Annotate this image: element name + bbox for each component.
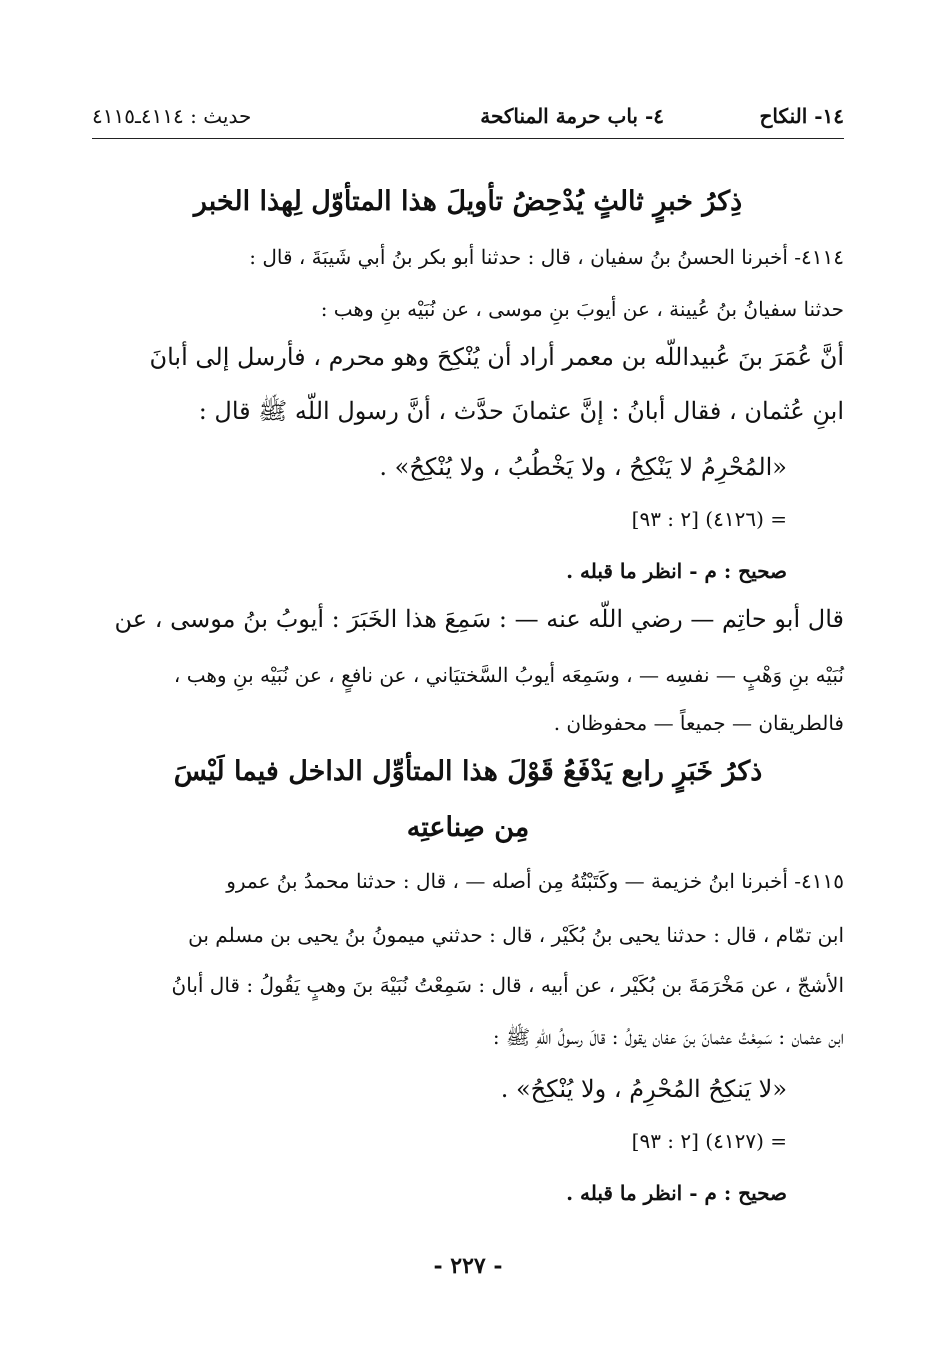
page-number: - ٢٢٧ - [433, 1253, 503, 1279]
hadith-4114-isnad-line-1: ٤١١٤- أخبرنا الحسنُ بنُ سفيان ، قال : حدثنا أبو بكر بنُ أبي شَيبَةَ ، قال : [249, 245, 844, 269]
header-divider [92, 138, 844, 139]
header-hadith-range: حديث : ٤١١٤ـ٤١١٥ [92, 104, 252, 128]
section-title-2-line-2: مِن صِناعتِه [406, 812, 530, 843]
hadith-4115-cross-reference: = (٤١٢٧) [٢ : ٩٣] [631, 1129, 787, 1153]
hadith-4114-prophetic-saying: «المُحْرِمُ لا يَنْكِحُ ، ولا يَخْطُبُ ، ولا يُنْكِحُ» . [379, 453, 787, 481]
abu-hatim-comment-line-2: نُبَيْه بنِ وَهْبٍ — نفسِه — ، وسَمِعَه أيوبُ السَّختيَاني ، عن نافعٍ ، عن نُبَيْه بنِ وهب ، [173, 663, 844, 687]
hadith-4115-isnad-line-2: ابن تمّام ، قال : حدثنا يحيى بنُ بُكَيْر ، قال : حدثني ميمونُ بنُ يحيى بن مسلم بن [188, 923, 844, 947]
hadith-4115-prophetic-saying: «لا يَنكِحُ المُحْرِمُ ، ولا يُنْكِحُ» . [500, 1075, 787, 1103]
hadith-4114-grading: صحيح : م - انظر ما قبله . [566, 559, 787, 583]
hadith-4115-grading: صحيح : م - انظر ما قبله . [566, 1181, 787, 1205]
section-title-1: ذِكرُ خبرٍ ثالثٍ يُدْحِضُ تأويلَ هذا المتأوّل لِهذا الخبر [193, 186, 743, 217]
hadith-4114-cross-reference: = (٤١٢٦) [٢ : ٩٣] [631, 507, 787, 531]
section-title-2-line-1: ذكرُ خَبَرٍ رابع يَدْفَعُ قَوْلَ هذا المتأوِّل الداخل فيما لَيْسَ [173, 756, 763, 787]
running-header [92, 96, 844, 136]
hadith-4115-isnad-line-3: الأشجّ ، عن مَخْرَمَةَ بن بُكَيْر ، عن أبيه ، قال : سَمِعْتُ نُبَيْهَ بنَ وهبٍ يَقُولُ : قال أبانُ [171, 973, 844, 997]
header-book-title: ١٤- النكاح [759, 104, 844, 128]
header-chapter-title: ٤- باب حرمة المناكحة [480, 104, 664, 128]
abu-hatim-comment-line-3: فالطريقان — جميعاً — محفوظان . [553, 711, 844, 735]
hadith-4115-isnad-line-4: ابن عثمان : سَمِعْتُ عثمانَ بنَ عفان يقولُ : قالَ رسولُ اللّهِ ﷺ : [492, 1025, 844, 1049]
hadith-4114-text-line-1: أنَّ عُمَرَ بنَ عُبيداللّه بن معمر أراد أن يُنْكِحَ وهو محرم ، فأرسل إلى أبانَ [149, 343, 844, 371]
hadith-4114-text-line-2: ابنِ عُثمان ، فقال أبانُ : إنَّ عثمانَ حدَّث ، أنَّ رسول اللّه ﷺ قال : [198, 397, 844, 425]
hadith-4114-isnad-line-2: حدثنا سفيانُ بنُ عُيينة ، عن أيوبَ بنِ موسى ، عن نُبَيْه بنِ وهب : [320, 297, 844, 321]
hadith-4115-isnad-line-1: ٤١١٥- أخبرنا ابنُ خزيمة — وكَتَبْتُهُ مِن أصله — ، قال : حدثنا محمدُ بنُ عمرو [226, 869, 844, 893]
abu-hatim-comment-line-1: قال أبو حاتِم — رضي اللّه عنه — : سَمِعَ هذا الخَبَرَ : أيوبُ بنُ موسى ، عن [114, 605, 844, 633]
